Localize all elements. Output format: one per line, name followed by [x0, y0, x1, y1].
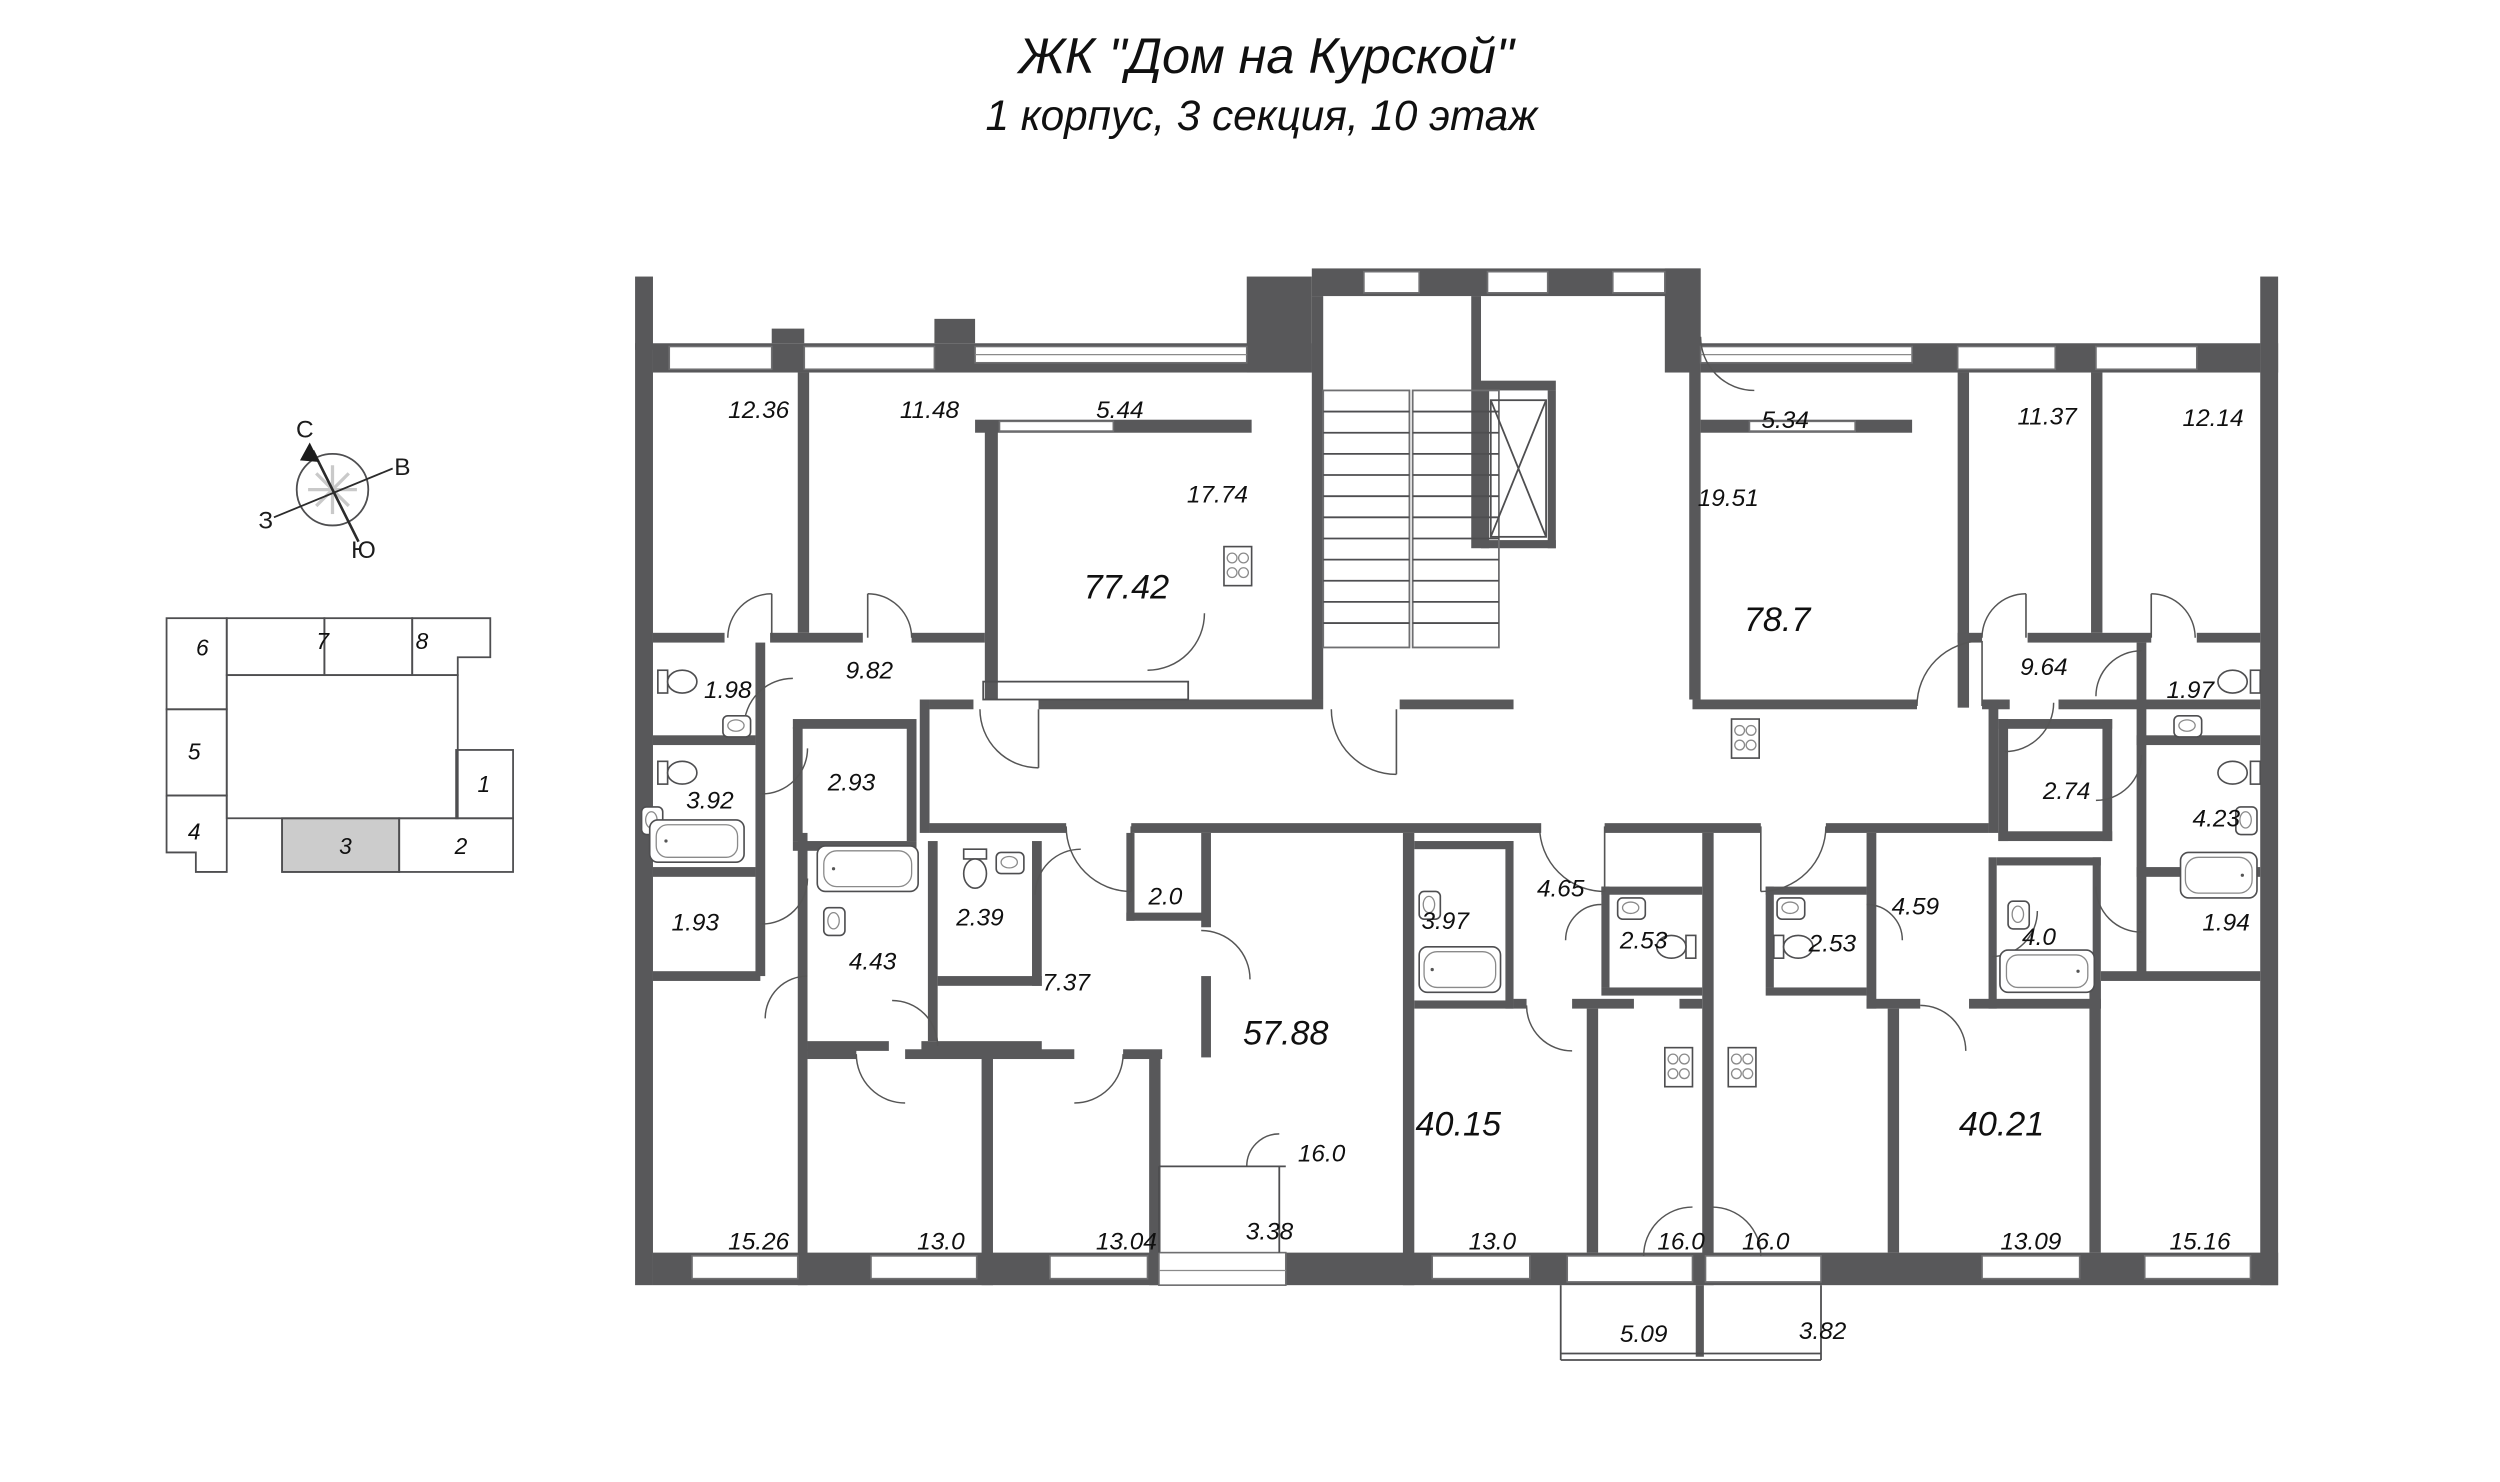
- room-label-apt-a-bedroom-3: 15.26: [728, 1228, 790, 1256]
- apartment-total-apt-b: 57.88: [1243, 1014, 1329, 1053]
- bathtub-icon: [817, 846, 918, 892]
- room-label-apt-e-kitchen-living: 19.51: [1697, 484, 1759, 512]
- room-label-apt-c-hall: 4.65: [1536, 875, 1585, 903]
- stove-icon: [1224, 547, 1252, 586]
- room-label-apt-e-bedroom-2: 12.14: [2182, 405, 2244, 433]
- room-label-apt-c-bedroom: 13.0: [1468, 1228, 1517, 1256]
- bathtub-icon: [650, 820, 744, 862]
- bathtub-icon: [2000, 950, 2094, 992]
- key-section-4: 4: [187, 818, 201, 845]
- corridor-closet: [983, 682, 1188, 700]
- compass-south-label: Ю: [351, 536, 376, 564]
- sink-icon: [824, 908, 845, 936]
- apartment-total-apt-e: 78.7: [1743, 601, 1811, 640]
- sink-icon: [2174, 716, 2202, 737]
- key-section-6: 6: [196, 634, 209, 661]
- bathtub-icon: [2181, 852, 2257, 898]
- room-label-apt-a-kitchen-living: 17.74: [1186, 481, 1248, 509]
- room-label-apt-b-bedroom-1: 13.0: [917, 1228, 965, 1256]
- room-label-apt-e-storage: 1.94: [2202, 909, 2250, 937]
- room-label-apt-a-wardrobe: 2.93: [827, 769, 876, 797]
- room-label-apt-c-kitchen-living: 16.0: [1657, 1228, 1705, 1256]
- room-label-apt-c-balcony: 5.09: [1619, 1321, 1668, 1349]
- section-key-plan: [167, 618, 514, 872]
- room-label-apt-b-wardrobe: 2.0: [1148, 883, 1183, 911]
- stove-icon: [1732, 719, 1760, 758]
- room-label-apt-d-bedroom: 13.09: [2000, 1228, 2062, 1256]
- key-section-2: 2: [454, 833, 468, 860]
- toilet-icon: [658, 761, 697, 784]
- room-label-apt-b-bedroom-2: 13.04: [1095, 1228, 1157, 1256]
- toilet-icon: [658, 670, 697, 693]
- key-section-3: 3: [339, 833, 352, 860]
- room-label-apt-b-kitchen-living: 16.0: [1297, 1140, 1346, 1168]
- stove-icon: [1728, 1048, 1756, 1087]
- room-label-apt-a-hall: 9.82: [845, 657, 894, 685]
- room-label-apt-e-wc: 1.97: [2166, 676, 2215, 704]
- room-label-apt-b-wc: 2.39: [956, 904, 1004, 932]
- sink-icon: [996, 852, 1024, 873]
- room-label-apt-b-loggia: 3.38: [1245, 1218, 1294, 1246]
- room-label-apt-d-hall: 4.59: [1891, 893, 1940, 921]
- header: [985, 27, 1539, 139]
- room-label-apt-b-bathroom: 4.43: [848, 948, 897, 976]
- room-label-apt-c-wc: 2.53: [1619, 927, 1668, 955]
- room-label-apt-d-balcony: 3.82: [1798, 1317, 1847, 1345]
- key-section-1: 1: [477, 771, 491, 798]
- toilet-icon: [964, 849, 987, 888]
- bathtub-icon: [1419, 947, 1500, 993]
- compass-north-label: С: [296, 416, 314, 444]
- room-label-apt-a-storage: 1.93: [671, 909, 720, 937]
- page-title: ЖК "Дом на Курской": [1018, 27, 1514, 85]
- key-section-8: 8: [415, 628, 429, 655]
- stove-icon: [1665, 1048, 1693, 1087]
- room-label-apt-a-loggia: 5.44: [1096, 397, 1144, 425]
- sink-icon: [1618, 898, 1646, 919]
- apartment-total-apt-d: 40.21: [1958, 1105, 2045, 1144]
- room-label-apt-e-wardrobe: 2.74: [2042, 777, 2091, 805]
- key-section-7: 7: [316, 628, 330, 655]
- room-label-apt-b-hall: 7.37: [1042, 969, 1090, 997]
- room-label-apt-a-bathroom: 3.92: [686, 787, 734, 815]
- room-label-apt-d-kitchen-living: 16.0: [1741, 1228, 1790, 1256]
- room-label-apt-d-bathroom: 4.0: [2022, 924, 2056, 952]
- room-label-apt-a-bedroom-2: 11.48: [899, 397, 960, 425]
- room-label-apt-e-loggia: 5.34: [1761, 406, 1809, 434]
- room-label-apt-e-bedroom-3: 15.16: [2169, 1228, 2231, 1256]
- sink-icon: [723, 716, 751, 737]
- room-label-apt-e-bedroom-1: 11.37: [2017, 403, 2077, 431]
- apartment-total-apt-c: 40.15: [1415, 1105, 1501, 1144]
- toilet-icon: [2218, 761, 2260, 784]
- compass-west-label: З: [258, 507, 274, 535]
- room-label-apt-c-bathroom: 3.97: [1421, 907, 1469, 935]
- room-label-apt-a-wc: 1.98: [704, 676, 752, 704]
- toilet-icon: [2218, 670, 2260, 693]
- key-section-5: 5: [187, 738, 201, 765]
- compass-icon: [258, 417, 410, 564]
- room-label-apt-a-bedroom-1: 12.36: [728, 397, 790, 425]
- walls: [635, 268, 2278, 1356]
- toilet-icon: [1774, 935, 1813, 958]
- page-subtitle: 1 корпус, 3 секция, 10 этаж: [985, 92, 1538, 140]
- room-label-apt-e-hall: 9.64: [2020, 654, 2068, 682]
- room-label-apt-e-bathroom: 4.23: [2192, 805, 2241, 833]
- apartment-total-apt-a: 77.42: [1083, 568, 1170, 607]
- sink-icon: [1777, 898, 1805, 919]
- room-label-apt-d-wc: 2.53: [1808, 930, 1857, 958]
- compass-east-label: В: [394, 454, 411, 482]
